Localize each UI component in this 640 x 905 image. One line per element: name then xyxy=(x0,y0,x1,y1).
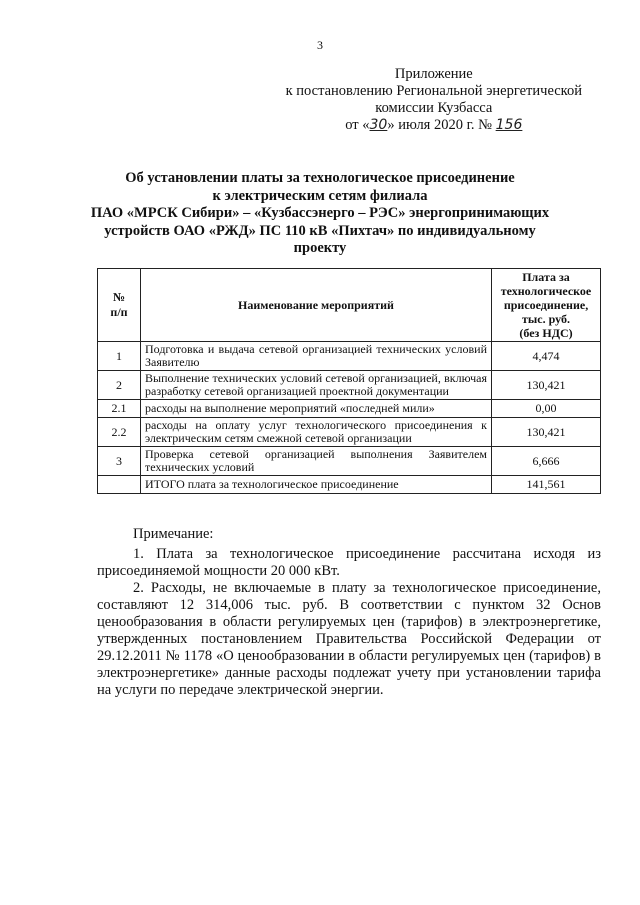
note-item-1: 1. Плата за технологическое присоединение рассчитана исходя из присоединяемой мощности 20 000 кВт. xyxy=(97,546,601,579)
row-activity: расходы на выполнение мероприятий «последней мили» xyxy=(141,400,492,418)
header-fee-line-4: тыс. руб. xyxy=(522,312,570,326)
appendix-line-2: к постановлению Региональной энергетической xyxy=(285,83,582,99)
row-number: 3 xyxy=(98,447,141,476)
header-fee-line-5: (без НДС) xyxy=(519,326,573,340)
header-fee-line-3: присоединение, xyxy=(503,298,589,312)
notes-heading: Примечание: xyxy=(133,526,214,542)
header-fee-line-2: технологическое xyxy=(500,284,592,298)
row-activity: Выполнение технических условий сетевой организацией, включая разработку сетевой организацией проектной документации xyxy=(141,371,492,400)
title-line-2: к электрическим сетям филиала xyxy=(212,187,428,204)
row-activity: ИТОГО плата за технологическое присоединение xyxy=(141,476,492,494)
row-number: 1 xyxy=(98,342,141,371)
row-activity: Проверка сетевой организацией выполнения Заявителем технических условий xyxy=(141,447,492,476)
row-number xyxy=(98,476,141,494)
table-row xyxy=(98,371,601,400)
row-fee: 141,561 xyxy=(492,476,601,494)
header-activity-name: Наименование мероприятий xyxy=(141,269,492,342)
row-number: 2.2 xyxy=(98,418,141,447)
row-activity: расходы на оплату услуг технологического присоединения к электрическим сетям смежной сетевой организации xyxy=(141,418,492,447)
appendix-line-3: комиссии Кузбасса xyxy=(375,100,493,116)
row-fee: 4,474 xyxy=(492,342,601,371)
table-row xyxy=(98,342,601,371)
row-number: 2 xyxy=(98,371,141,400)
table-header-row xyxy=(98,269,601,342)
note-item-2: 2. Расходы, не включаемые в плату за технологическое присоединение, составляют 12 314,006 тыс. руб. В соответствии с пунктом 32 Основ ценообразования в области регулируемых цен (тарифов) в электроэнергетике, утвержденных постановлением Правительства Российской Федерации от 29.12.2011 № 1178 «О ценообразовании в области регулируемых цен (тарифов) в электроэнергетике» данные расходы подлежат учету при установлении тарифа на услуги по передаче электрической энергии. xyxy=(97,580,601,698)
title-line-4: устройств ОАО «РЖД» ПС 110 кВ «Пихтач» по индивидуальному xyxy=(104,222,536,239)
document-title xyxy=(90,170,550,258)
table-row-total xyxy=(98,476,601,494)
header-fee xyxy=(492,269,601,342)
row-activity: Подготовка и выдача сетевой организацией технических условий Заявителю xyxy=(141,342,492,371)
title-line-5: проекту xyxy=(293,240,347,256)
date-middle: » июля 2020 г. № xyxy=(387,117,496,133)
table-row xyxy=(98,447,601,476)
title-line-3: ПАО «МРСК Сибири» – «Кузбассэнерго – РЭС» энергопринимающих xyxy=(90,205,550,221)
header-number xyxy=(98,269,141,342)
row-fee: 0,00 xyxy=(492,400,601,418)
page-number: 3 xyxy=(317,38,323,52)
row-number: 2.1 xyxy=(98,400,141,418)
header-fee-line-1: Плата за xyxy=(522,270,570,284)
title-line-1: Об установлении платы за технологическое присоединение xyxy=(125,170,515,186)
appendix-date-line xyxy=(286,117,582,134)
row-fee: 130,421 xyxy=(492,371,601,400)
document-number-handwritten: 156 xyxy=(495,117,523,133)
appendix-line-1: Приложение xyxy=(394,66,473,82)
table-row xyxy=(98,400,601,418)
notes-section xyxy=(97,526,601,699)
row-fee: 6,666 xyxy=(492,447,601,476)
appendix-header xyxy=(286,66,582,134)
table-row xyxy=(98,418,601,447)
date-day-handwritten: 30 xyxy=(369,117,388,133)
header-number-line-1: № xyxy=(112,290,126,304)
date-prefix: от « xyxy=(345,117,370,133)
fee-table xyxy=(97,268,601,494)
header-number-line-2: п/п xyxy=(110,305,128,319)
row-fee: 130,421 xyxy=(492,418,601,447)
